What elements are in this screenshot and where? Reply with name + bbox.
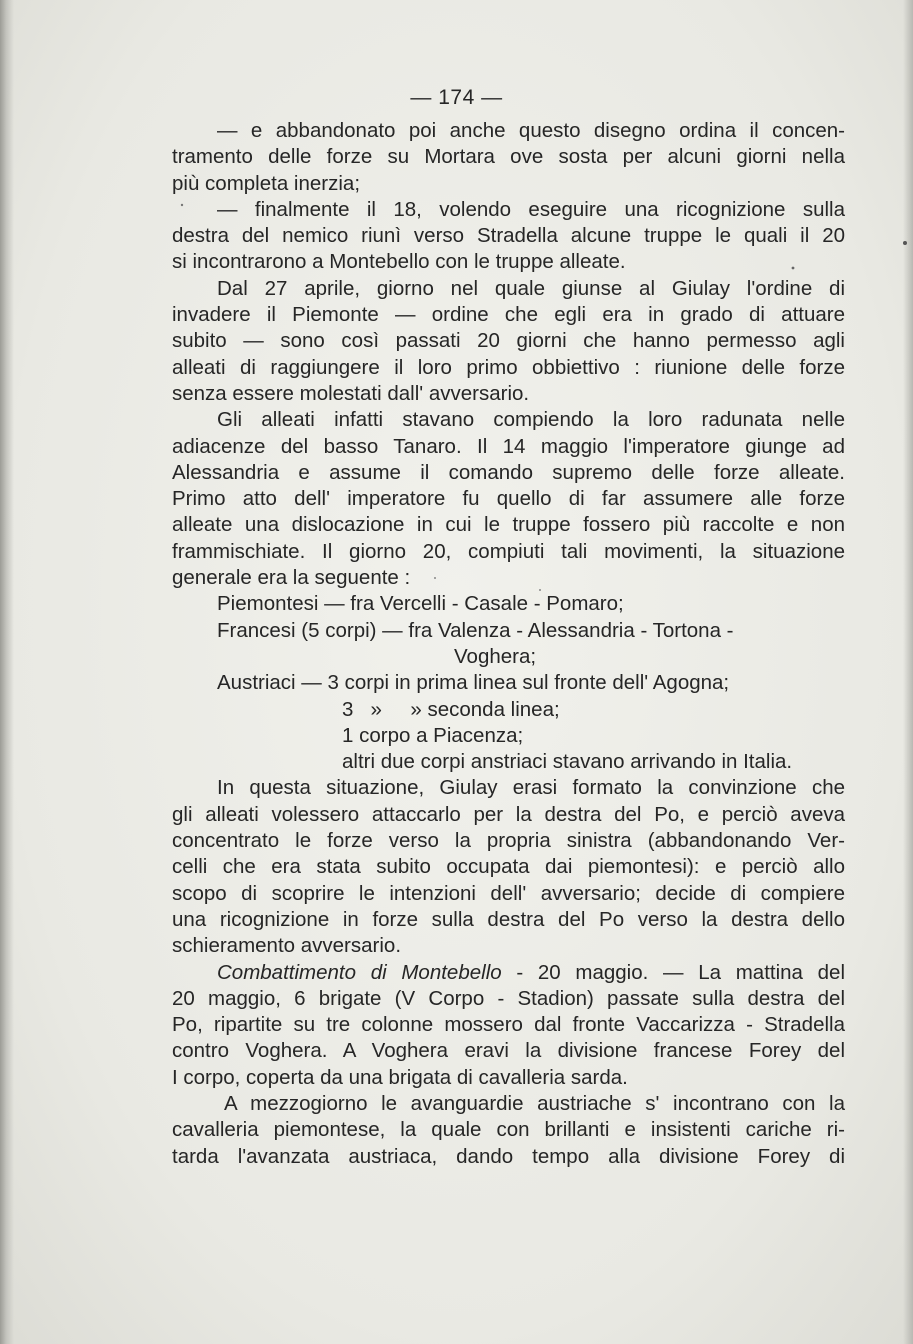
text-line: una ricognizione in forze sulla destra del Po verso la destra dello (172, 907, 845, 931)
text-line: destra del nemico riunì verso Stradella alcune truppe le quali il 20 (172, 224, 845, 248)
list-line-piacenza: 1 corpo a Piacenza; (342, 723, 524, 747)
text-line: generale era la seguente : (172, 566, 411, 590)
list-line-francesi: Francesi (5 corpi) — fra Valenza - Alessandria - Tortona - (217, 618, 734, 642)
list-line-austriaci: Austriaci — 3 corpi in prima linea sul fronte dell' Agogna; (217, 671, 730, 695)
text-line: A mezzogiorno le avanguardie austriache s' incontrano con la (224, 1091, 845, 1115)
text-line: Gli alleati infatti stavano compiendo la loro radunata nelle (217, 408, 845, 432)
text-line: frammischiate. Il giorno 20, compiuti tali movimenti, la situazione (172, 539, 845, 563)
text-line: tarda l'avanzata austriaca, dando tempo alla divisione Forey di (172, 1144, 845, 1168)
text-line: più completa inerzia; (172, 171, 361, 195)
text-line: concentrato le forze verso la propria sinistra (abbandonando Ver- (172, 829, 845, 853)
text-line: cavalleria piemontese, la quale con brillanti e insistenti cariche ri- (172, 1118, 845, 1142)
text-line: Po, ripartite su tre colonne mossero dal fronte Vaccarizza - Stradella (172, 1013, 845, 1037)
text-line: Alessandria e assume il comando supremo delle forze alleate. (172, 460, 845, 484)
list-line-altri: altri due corpi anstriaci stavano arrivando in Italia. (342, 750, 793, 774)
text-line: celli che era stata subito occupata dai piemontesi): e perciò allo (172, 855, 845, 879)
text-line: si incontrarono a Montebello con le truppe alleate. (172, 250, 626, 274)
text-line: Dal 27 aprile, giorno nel quale giunse al Giulay l'ordine di (217, 276, 845, 300)
section-heading-rest: - 20 maggio. — La mattina del (501, 960, 845, 984)
text-line: — finalmente il 18, volendo eseguire una ricognizione sulla (217, 197, 845, 221)
text-line: subito — sono così passati 20 giorni che hanno permesso agli (172, 329, 845, 353)
text-line: In questa situazione, Giulay erasi formato la convinzione che (217, 776, 845, 800)
text-line: adiacenze del basso Tanaro. Il 14 maggio l'imperatore giunge ad (172, 434, 845, 458)
text-line: tramento delle forze su Mortara ove sosta per alcuni giorni nella (172, 145, 845, 169)
text-line: contro Voghera. A Voghera eravi la divisione francese Forey del (172, 1039, 845, 1063)
text-line: 20 maggio, 6 brigate (V Corpo - Stadion) passate sulla destra del (172, 986, 845, 1010)
section-heading-line (172, 960, 845, 986)
section-heading-title: Combattimento di Montebello (217, 960, 502, 984)
text-line: invadere il Piemonte — ordine che egli era in grado di attuare (172, 303, 845, 327)
list-line-second-line: 3 » » seconda linea; (342, 697, 560, 721)
text-line: senza essere molestati dall' avversario. (172, 381, 530, 405)
text-line: — e abbandonato poi anche questo disegno ordina il concen- (217, 119, 845, 142)
scan-edge-right (903, 0, 913, 1344)
text-line: alleate una dislocazione in cui le truppe fossero più raccolte e non (172, 513, 845, 537)
text-line: Primo atto dell' imperatore fu quello di far assumere alle forze (172, 487, 845, 511)
text-line: schieramento avversario. (172, 934, 402, 958)
text-line: gli alleati volessero attaccarlo per la destra del Po, e perciò aveva (172, 802, 845, 826)
list-line-piemontesi: Piemontesi — fra Vercelli - Casale - Pomaro; (217, 592, 624, 616)
scan-edge-left (0, 0, 14, 1344)
text-line: I corpo, coperta da una brigata di cavalleria sarda. (172, 1065, 628, 1089)
text-line: scopo di scoprire le intenzioni dell' avversario; decide di compiere (172, 881, 845, 905)
text-line: alleati di raggiungere il loro primo obbiettivo : riunione delle forze (172, 355, 845, 379)
page-number: — 174 — (410, 86, 503, 109)
body-text (172, 118, 845, 1170)
list-line-voghera: Voghera; (454, 644, 537, 668)
